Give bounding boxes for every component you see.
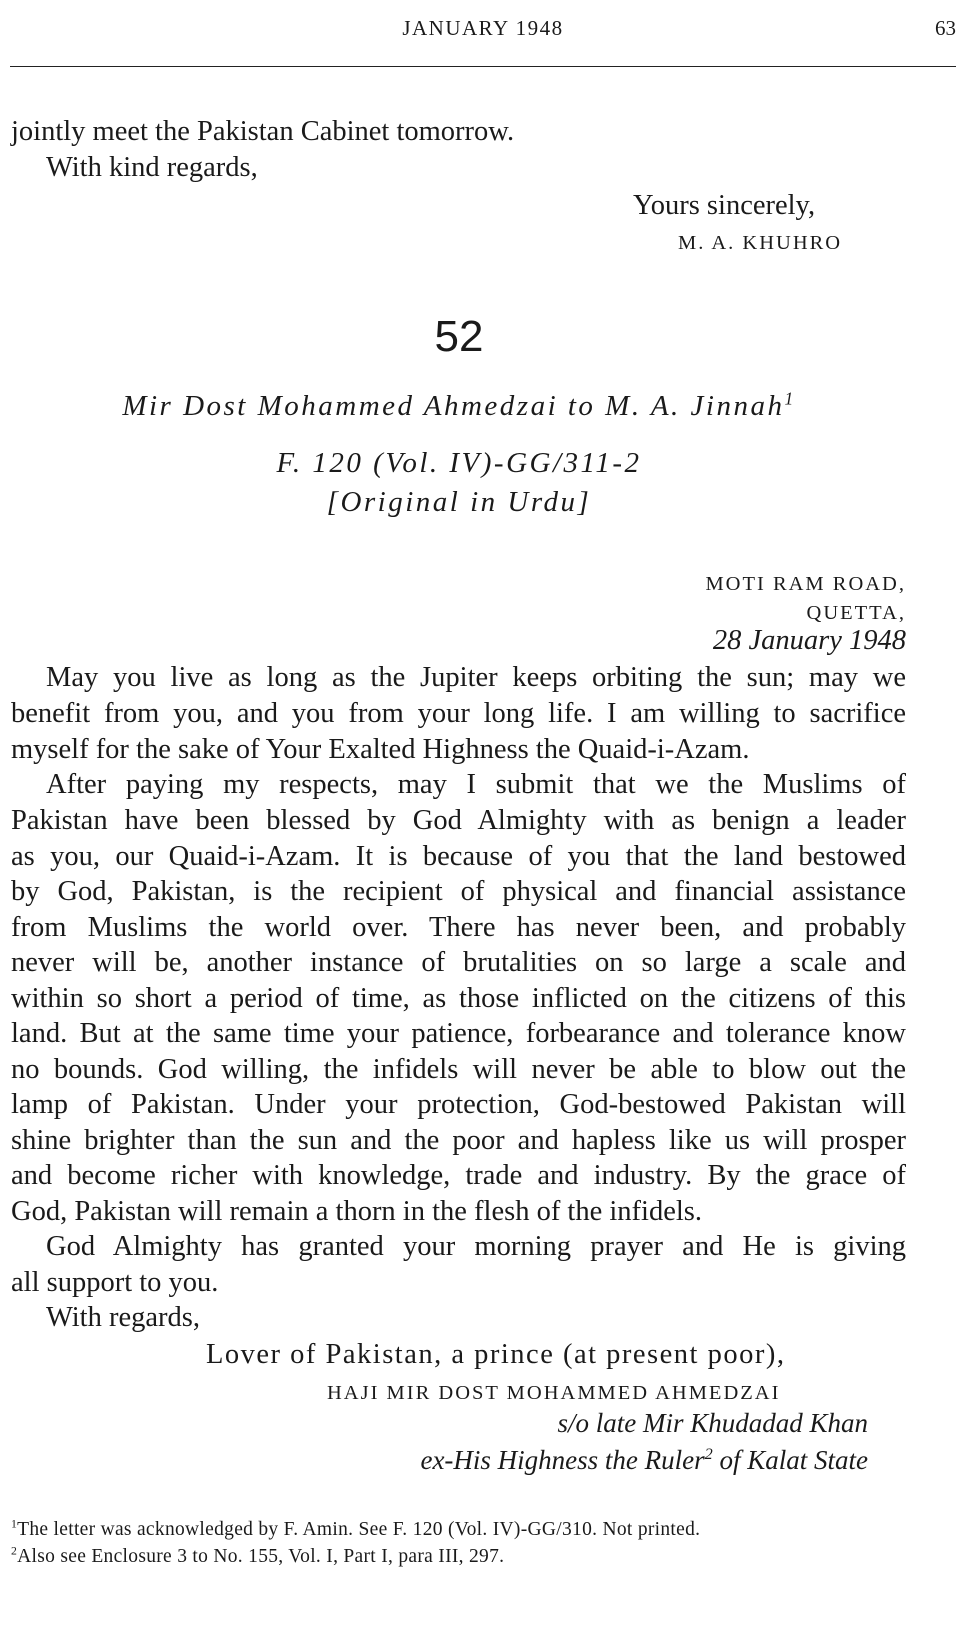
body-line: no bounds. God willing, the infidels will never be able to blow out the [11,1054,906,1085]
body-line: God Almighty has granted your morning prayer and He is giving [46,1231,906,1262]
file-reference: F. 120 (Vol. IV)-GG/311-2 [276,447,642,479]
body-line: from Muslims the world over. There has never been, and probably [11,912,906,943]
footnote [11,1545,504,1569]
body-line: lamp of Pakistan. Under your protection, God-bestowed Pakistan will [11,1089,906,1120]
closing-valediction: Lover of Pakistan, a prince (at present poor), [206,1339,786,1370]
document-title-text: Mir Dost Mohammed Ahmedzai to M. A. Jinnah [122,390,785,422]
original-language-note: [Original in Urdu] [326,486,592,518]
closing-title-pre: ex-His Highness the Ruler [420,1445,705,1475]
footnote-ref-2: 2 [704,1445,713,1463]
page-number: 63 [935,16,956,40]
body-line: all support to you. [11,1267,219,1298]
body-line: After paying my respects, may I submit that we the Muslims of [46,769,906,800]
body-line: shine brighter than the sun and the poor and hapless like us will prosper [11,1125,906,1156]
body-line: benefit from you, and you from your long life. I am willing to sacrifice [11,698,906,729]
body-line: God, Pakistan will remain a thorn in the flesh of the infidels. [11,1196,702,1227]
closing-title [420,1443,868,1477]
body-line: land. But at the same time your patience, forbearance and tolerance know [11,1018,906,1049]
body-line: and become richer with knowledge, trade and industry. By the grace of [11,1160,906,1191]
footnote-text: Also see Enclosure 3 to No. 155, Vol. I, Part I, para III, 297. [17,1546,505,1567]
body-line: as you, our Quaid-i-Azam. It is because of you that the land bestowed [11,841,906,872]
header-rule [10,66,956,67]
closing-signatory: HAJI MIR DOST MOHAMMED AHMEDZAI [327,1382,781,1404]
body-line: by God, Pakistan, is the recipient of physical and financial assistance [11,876,906,907]
document-title [0,388,918,424]
address-line-2: QUETTA, [806,602,906,624]
continuation-regards: With kind regards, [46,152,258,183]
footnote [11,1518,700,1542]
body-line: May you live as long as the Jupiter keeps orbiting the sun; may we [46,662,906,693]
footnote-mark: 2 [11,1544,18,1558]
closing-regards: With regards, [46,1302,200,1333]
footnote-mark: 1 [11,1517,18,1531]
closing-parentage: s/o late Mir Khudadad Khan [557,1408,868,1438]
body-line: Pakistan have been blessed by God Almighty with as benign a leader [11,805,906,836]
letter-date: 28 January 1948 [712,625,906,656]
address-line-1: MOTI RAM ROAD, [705,573,906,595]
running-head: JANUARY 1948 [402,16,564,40]
footnote-text: The letter was acknowledged by F. Amin. See F. 120 (Vol. IV)-GG/310. Not printed. [17,1519,701,1540]
document-number: 52 [434,312,484,361]
closing-title-post: of Kalat State [712,1445,868,1475]
continuation-line: jointly meet the Pakistan Cabinet tomorrow. [11,116,515,147]
body-line: within so short a period of time, as those inflicted on the citizens of this [11,983,906,1014]
footnote-ref-1: 1 [784,388,796,409]
page-header [10,16,956,56]
continuation-valediction: Yours sincerely, [633,190,816,221]
body-line: myself for the sake of Your Exalted Highness the Quaid-i-Azam. [11,734,750,765]
body-line: never will be, another instance of brutalities on so large a scale and [11,947,906,978]
continuation-signatory: M. A. KHUHRO [678,232,843,254]
